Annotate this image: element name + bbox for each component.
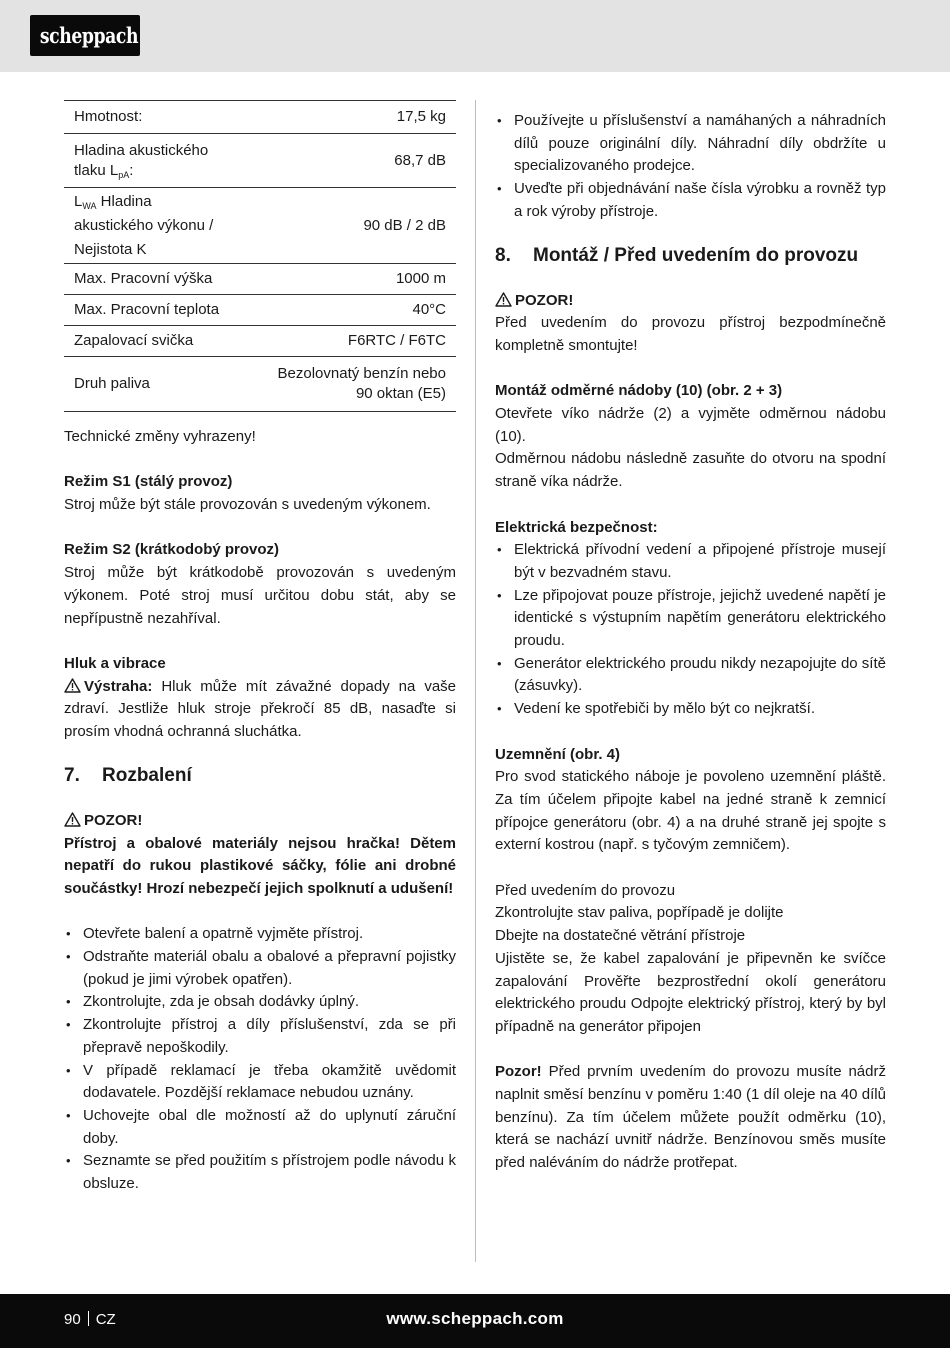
parts-list: [495, 110, 886, 224]
spec-row-sound-power: [64, 188, 456, 264]
list-item: • Elektrická přívodní vedení a připojené přístroje musejí být v bezvadném stavu.: [495, 539, 886, 584]
before-line: Dbejte na dostatečné větrání přístroje: [495, 927, 746, 945]
list-item: • Zkontrolujte přístroj a díly příslušenství, zda se při přepravě nepoškodily.: [64, 1014, 456, 1059]
list-item: • Uveďte při objednávání naše čísla výrobku a rovněž typ a rok výroby přístroje.: [495, 178, 886, 223]
list-item: • Používejte u příslušenství a namáhaných a náhradních dílů pouze originální díly. Náhradní díly obdržíte u specializovaného prodejce.: [495, 110, 886, 178]
s1-text: Stroj může být stále provozován s uvedeným výkonem.: [64, 496, 431, 514]
section-8-heading: 8. Montáž / Před uvedením do provozu: [495, 244, 859, 266]
tech-note: Technické změny vyhrazeny!: [64, 428, 256, 445]
spec-label: Zapalovací svička: [74, 332, 194, 349]
noise-paragraph: Výstraha: Hluk může mít závažné dopady na vaše zdraví. Jestliže hluk stroje překročí 85 dB, nasaďte si prosím vhodná ochranná sluchátka.: [64, 677, 456, 741]
warning-triangle-icon: [64, 812, 81, 827]
spec-label: Hmotnost:: [74, 108, 143, 125]
spec-value: 17,5 kg: [396, 108, 446, 125]
before-line: Zkontrolujte stav paliva, popřípadě je dolijte: [495, 904, 784, 922]
list-item: • V případě reklamací je třeba okamžitě uvědomit dodavatele. Pozdější reklamace nebudou uznány.: [64, 1060, 456, 1105]
s2-text: Stroj může být krátkodobě provozován s uvedeným výkonem. Poté stroj musí určitou dobu stát, aby se nepřípustně nezahříval.: [64, 564, 456, 627]
final-paragraph: Pozor! Před prvním uvedením do provozu musíte nádrž naplnit směsí benzínu v poměru 1:40 (1 díl oleje na 40 dílů benzínu). Za tím účelem můžete použít odměrku (10), která se nachází uvnitř nádrže. Benzínovou směs musíte před naléváním do nádrže protřepat.: [495, 1063, 886, 1172]
spec-row-sound-pressure: [64, 134, 456, 188]
noise-heading: Hluk a vibrace: [64, 654, 166, 672]
spec-label: Hladina akustického tlaku $L_{pA}$:: [74, 141, 209, 180]
s2-heading: Režim S2 (krátkodobý provoz): [64, 541, 280, 559]
header-bar: [0, 0, 950, 72]
footer-bar: [0, 1294, 950, 1348]
website-url: www.scheppach.com: [386, 1309, 564, 1328]
montaz-text-2: Odměrnou nádobu následně zasuňte do otvoru na spodní straně víka nádrže.: [495, 450, 886, 491]
spec-label: $L_{WA}$ Hladina akustického výkonu / Nejistota K: [74, 192, 214, 258]
grounding-text: Pro svod statického náboje je povoleno uzemnění pláště. Za tím účelem připojte kabel na jedné straně k zemnicí přípojce generátoru (obr. 4) a na druhé straně jej spojte s externí kostrou (např. s tyčovým zemničem).: [495, 768, 886, 854]
warning-triangle-icon: [495, 292, 512, 307]
pozor-text: Přístroj a obalové materiály nejsou hračka! Dětem nepatří do rukou plastikové sáčky, fólie ani drobné součástky! Hrozí nebezpečí jejich spolknutí a udušení!: [64, 834, 456, 897]
list-item: • Lze připojovat pouze přístroje, jejichž uvedené napětí je identické s výstupním napětím generátoru elektrického proudu.: [495, 585, 886, 653]
s1-heading: Režim S1 (stálý provoz): [64, 473, 233, 491]
electrical-heading: Elektrická bezpečnost:: [495, 518, 658, 536]
column-divider: [475, 100, 476, 1262]
list-item: • Zkontrolujte, zda je obsah dodávky úplný.: [64, 991, 456, 1014]
pozor-label: POZOR!: [64, 810, 456, 833]
list-item: • Uchovejte obal dle možností až do uplynutí záruční doby.: [64, 1105, 456, 1150]
montaz-text-1: Otevřete víko nádrže (2) a vyjměte odměrnou nádobu (10).: [495, 405, 886, 445]
warning-triangle-icon: [64, 678, 81, 693]
scheppach-logo: scheppach: [30, 15, 140, 56]
unpacking-list: [64, 923, 456, 1195]
spec-row-max-height: [64, 264, 456, 295]
spec-row-weight: [64, 101, 456, 134]
spec-label: Max. Pracovní výška: [74, 270, 213, 287]
grounding-heading: Uzemnění (obr. 4): [495, 745, 621, 763]
before-text: Ujistěte se, že kabel zapalování je připevněn ke svíčce zapalování Prověřte bezprostřední okolí generátoru elektrického proudu Odpojte elektrický přístroj, který by byl případně na generátor připojen: [495, 949, 886, 1035]
list-item: • Seznamte se před použitím s přístrojem podle návodu k obsluze.: [64, 1150, 456, 1195]
right-column: [495, 110, 886, 1175]
list-item: • Otevřete balení a opatrně vyjměte přístroj.: [64, 923, 456, 946]
spec-value: Bezolovnatý benzín nebo 90 oktan (E5): [277, 365, 446, 402]
list-item: • Vedení ke spotřebiči by mělo být co nejkratší.: [495, 698, 886, 721]
spec-label: Druh paliva: [74, 375, 150, 392]
montaz-heading: Montáž odměrné nádoby (10) (obr. 2 + 3): [495, 382, 783, 400]
spec-row-fuel: [64, 357, 456, 412]
pozor-label: POZOR!: [495, 290, 886, 313]
list-item: • Odstraňte materiál obalu a obalové a přepravní pojistky (pokud je jimi výrobek opatřen).: [64, 946, 456, 991]
spec-value: 40°C: [412, 301, 446, 318]
spec-row-spark-plug: [64, 326, 456, 357]
page-number: 90 CZ: [64, 1311, 116, 1328]
spec-value: 1000 m: [395, 270, 446, 287]
left-column: [64, 100, 456, 1196]
spec-row-max-temp: [64, 295, 456, 326]
list-item: • Generátor elektrického proudu nikdy nezapojujte do sítě (zásuvky).: [495, 653, 886, 698]
section-7-heading: 7. Rozbalení: [64, 764, 192, 786]
spec-value: 90 dB / 2 dB: [363, 216, 446, 234]
before-line: Před uvedením do provozu: [495, 881, 676, 899]
electrical-list: [495, 539, 886, 721]
spec-table: [64, 100, 456, 412]
spec-value: F6RTC / F6TC: [347, 332, 446, 349]
pozor-text: Před uvedením do provozu přístroj bezpodmínečně kompletně smontujte!: [495, 314, 886, 354]
spec-label: Max. Pracovní teplota: [74, 301, 220, 318]
spec-value: 68,7 dB: [394, 151, 446, 169]
